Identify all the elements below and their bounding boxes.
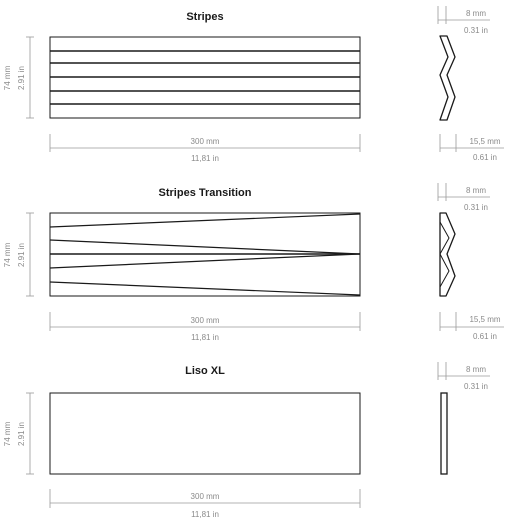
height-dimension	[26, 37, 34, 118]
bottom-thickness-in-label: 0.61 in	[472, 153, 498, 162]
height-in-label: 2.91 in	[17, 242, 26, 268]
bottom-thickness-mm-label: 15,5 mm	[469, 315, 501, 324]
tile-liso-xl	[3, 362, 490, 519]
top-thickness-in-label: 0.31 in	[463, 203, 489, 212]
length-mm-label: 300 mm	[190, 316, 220, 325]
tile-stripes	[3, 6, 504, 163]
bottom-thickness-in-label: 0.61 in	[472, 332, 498, 341]
top-thickness-mm-label: 8 mm	[466, 365, 486, 374]
profile-section-double-wave	[440, 36, 455, 120]
tile-title: Stripes	[186, 11, 224, 23]
tile-title: Stripes Transition	[158, 187, 252, 199]
height-in-label: 2.91 in	[17, 421, 26, 447]
profile-section-wedge-wave	[440, 213, 455, 296]
height-in-label: 2.91 in	[17, 65, 26, 91]
height-mm-label: 74 mm	[3, 242, 12, 268]
height-mm-label: 74 mm	[3, 65, 12, 91]
top-thickness-mm-label: 8 mm	[466, 186, 486, 195]
length-mm-label: 300 mm	[190, 492, 220, 501]
converging-stripe	[50, 282, 360, 295]
top-thickness-in-label: 0.31 in	[463, 382, 489, 391]
top-thickness-in-label: 0.31 in	[463, 26, 489, 35]
converging-stripe	[50, 254, 360, 268]
tile-title: Liso XL	[185, 365, 225, 377]
bottom-thickness-mm-label: 15,5 mm	[469, 137, 501, 146]
length-in-label: 11,81 in	[191, 154, 219, 163]
height-mm-label: 74 mm	[3, 421, 12, 447]
tile-face	[50, 37, 360, 118]
top-thickness-mm-label: 8 mm	[466, 9, 486, 18]
length-in-label: 11,81 in	[191, 510, 219, 519]
height-dimension	[26, 213, 34, 296]
converging-stripe	[50, 240, 360, 254]
height-dimension	[26, 393, 34, 474]
tile-outline	[50, 393, 360, 474]
profile-section-flat	[441, 393, 447, 474]
tile-stripes-transition	[3, 183, 504, 342]
length-in-label: 11,81 in	[191, 333, 219, 342]
length-mm-label: 300 mm	[190, 137, 220, 146]
converging-stripe	[50, 214, 360, 227]
tile-face	[50, 213, 360, 296]
